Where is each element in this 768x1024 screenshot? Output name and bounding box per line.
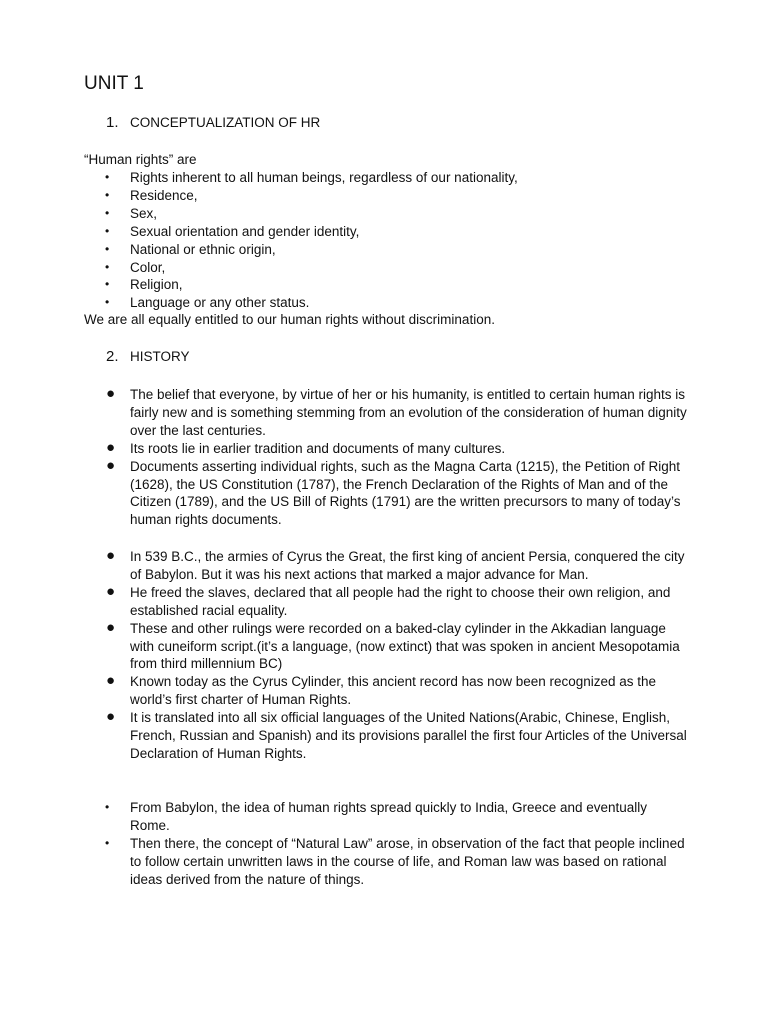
list-item bbox=[0, 241, 690, 259]
list-item bbox=[0, 205, 690, 223]
list-item bbox=[0, 835, 690, 889]
bullet: ● bbox=[106, 618, 116, 636]
list-item bbox=[0, 169, 690, 187]
bullet: • bbox=[105, 277, 110, 292]
bullet: • bbox=[105, 259, 110, 274]
list-item-text: National or ethnic origin, bbox=[130, 241, 276, 257]
list-item bbox=[0, 799, 690, 835]
unit-title: UNIT 1 bbox=[84, 73, 144, 94]
bullet: ● bbox=[106, 385, 116, 402]
list-item bbox=[0, 673, 690, 709]
bullet: • bbox=[105, 187, 110, 202]
bullet: ● bbox=[106, 438, 116, 456]
section-heading-conceptualization bbox=[106, 114, 320, 132]
list-item bbox=[0, 259, 690, 277]
section-number: 1. bbox=[106, 114, 119, 131]
list-item bbox=[0, 709, 690, 763]
intro-text: “Human rights” are bbox=[84, 152, 197, 167]
list-item bbox=[0, 187, 690, 205]
list-item-text: It is translated into all six official languages of the United Nations(Arabic, Chinese, English, French, Russian and Spanish) and its provisions parallel the first four Articles of the Universal Declaration of Human Rights. bbox=[130, 710, 687, 761]
bullet: • bbox=[105, 295, 110, 310]
bullet: • bbox=[105, 205, 110, 220]
list-item-text: Its roots lie in earlier tradition and documents of many cultures. bbox=[130, 440, 506, 456]
list-item-text: Rights inherent to all human beings, regardless of our nationality, bbox=[130, 170, 518, 185]
list-item bbox=[0, 620, 690, 674]
section-title: HISTORY bbox=[130, 349, 190, 364]
bullet: • bbox=[105, 223, 110, 238]
list-item bbox=[0, 386, 690, 440]
list-item-text: From Babylon, the idea of human rights spread quickly to India, Greece and eventually Rome. bbox=[130, 800, 648, 833]
list-item-text: Color, bbox=[130, 259, 166, 275]
list-item-text: He freed the slaves, declared that all people had the right to choose their own religion, and established racial equality. bbox=[130, 584, 671, 618]
history-list-3 bbox=[0, 799, 768, 889]
rights-list bbox=[0, 169, 768, 312]
list-item-text: Then there, the concept of “Natural Law” arose, in observation of the fact that people inclined to follow certain unwritten laws in the course of life, and Roman law was based on rational ideas derived from the nature of things. bbox=[130, 835, 685, 887]
list-item bbox=[0, 440, 690, 458]
list-item bbox=[0, 548, 690, 584]
history-list-1 bbox=[0, 386, 768, 529]
bullet: • bbox=[105, 800, 110, 814]
bullet: ● bbox=[106, 708, 116, 726]
history-list-2 bbox=[0, 548, 768, 763]
bullet: ● bbox=[106, 582, 116, 600]
list-item bbox=[0, 584, 690, 620]
list-item-text: Religion, bbox=[130, 277, 183, 293]
list-item-text: These and other rulings were recorded on a baked-clay cylinder in the Akkadian language with cuneiform script.(it’s a language, (now extinct) that was spoken in ancient Mesopotamia from third millennium BC) bbox=[130, 620, 680, 672]
bullet: ● bbox=[106, 547, 116, 564]
list-item bbox=[0, 458, 690, 530]
list-item bbox=[0, 294, 690, 312]
list-item-text: The belief that everyone, by virtue of her or his humanity, is entitled to certain human rights is fairly new and is something stemming from an evolution of the consideration of human dignity over the last centuries. bbox=[130, 387, 687, 438]
list-item-text: Documents asserting individual rights, such as the Magna Carta (1215), the Petition of Right (1628), the US Constitution (1787), the French Declaration of the Rights of Man and of the Citizen (1789), and the US Bill of Rights (1791) are the written precursors to many of today’s human rights documents. bbox=[130, 458, 681, 528]
list-item-text: Language or any other status. bbox=[130, 295, 310, 311]
list-item-text: In 539 B.C., the armies of Cyrus the Great, the first king of ancient Persia, conquered the city of Babylon. But it was his next actions that marked a major advance for Man. bbox=[130, 549, 685, 582]
bullet: ● bbox=[106, 672, 116, 690]
bullet: • bbox=[105, 835, 110, 850]
list-item-text: Sex, bbox=[130, 205, 158, 221]
list-item-text: Known today as the Cyrus Cylinder, this ancient record has now been recognized as the world’s first charter of Human Rights. bbox=[130, 674, 657, 708]
equality-statement: We are all equally entitled to our human rights without discrimination. bbox=[84, 312, 495, 327]
list-item bbox=[0, 276, 690, 294]
list-item bbox=[0, 223, 690, 241]
list-item-text: Residence, bbox=[130, 187, 198, 203]
section-title: CONCEPTUALIZATION OF HR bbox=[130, 115, 321, 130]
bullet: • bbox=[105, 170, 110, 184]
bullet: • bbox=[105, 241, 110, 256]
bullet: ● bbox=[106, 456, 116, 474]
list-item-text: Sexual orientation and gender identity, bbox=[130, 223, 360, 239]
section-heading-history bbox=[106, 348, 190, 366]
section-number: 2. bbox=[106, 348, 119, 365]
